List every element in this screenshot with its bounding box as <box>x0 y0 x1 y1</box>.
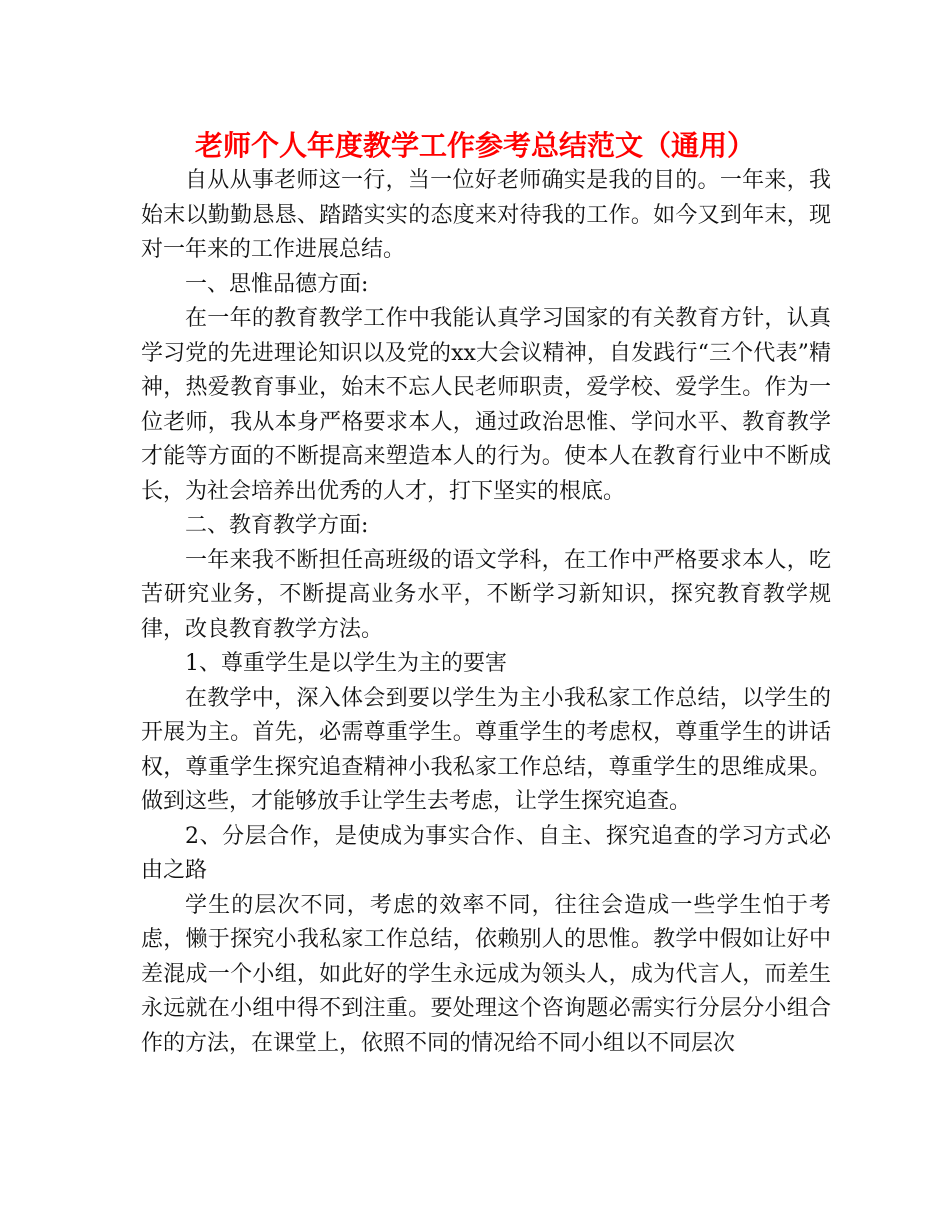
paragraph-respect-students: 在教学中，深入体会到要以学生为主小我私家工作总结，以学生的开展为主。首先，必需尊重学生。尊重学生的考虑权，尊重学生的讲话权，尊重学生探究追查精神小我私家工作总结，尊重学生的思维成果。做到这些，才能够放手让学生去考虑，让学生探究追查。 <box>141 685 831 814</box>
section-heading-teaching: 二、教育教学方面: <box>185 513 369 538</box>
paragraph-teaching: 一年来我不断担任高班级的语文学科，在工作中严格要求本人，吃苦研究业务，不断提高业务水平，不断学习新知识，探究教育教学规律，改良教育教学方法。 <box>141 547 831 642</box>
subheading-layered-cooperation: 2、分层合作，是使成为事实合作、自主、探究追查的学习方式必由之路 <box>141 823 831 883</box>
section-heading-ideology: 一、思惟品德方面: <box>185 271 369 297</box>
paragraph-layered-cooperation: 学生的层次不同，考虑的效率不同，往往会造成一些学生怕于考虑，懒于探究小我私家工作总结，依赖别人的思惟。教学中假如让好中差混成一个小组，如此好的学生永远成为领头人，成为代言人，而差生永远就在小组中得不到注重。要处理这个咨询题必需实行分层分小组合作的方法，在课堂上，依照不同的情况给不同小组以不同层次 <box>141 892 831 1056</box>
paragraph-intro: 自从从事老师这一行，当一位好老师确实是我的目的。一年来，我始末以勤勤恳恳、踏踏实实的态度来对待我的工作。如今又到年末，现对一年来的工作进展总结。 <box>141 168 831 262</box>
document-title: 老师个人年度教学工作参考总结范文（通用） <box>194 129 755 162</box>
document-body <box>141 164 831 1061</box>
subheading-respect-students: 1、尊重学生是以学生为主的要害 <box>185 651 507 676</box>
paragraph-ideology: 在一年的教育教学工作中我能认真学习国家的有关教育方针，认真学习党的先进理论知识以及党的xx大会议精神，自发践行“三个代表”精神，热爱教育事业，始末不忘人民老师职责，爱学校、爱学生。作为一位老师，我从本身严格要求本人，通过政治思惟、学问水平、教育教学才能等方面的不断提高来塑造本人的行为。使本人在教育行业中不断成长，为社会培养出优秀的人才，打下坚实的根底。 <box>141 306 831 504</box>
